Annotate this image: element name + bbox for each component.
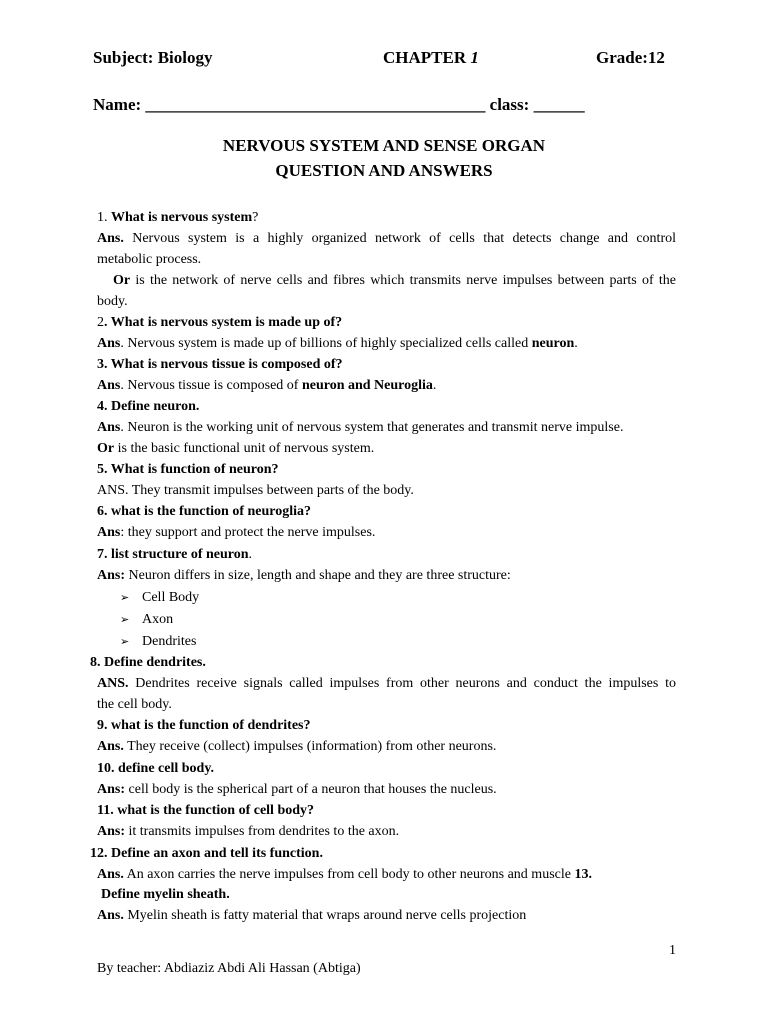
a4-label: Ans (97, 420, 121, 435)
q12-text: 12. Define an axon and tell its function. (90, 846, 323, 861)
q13-number: 13. (574, 867, 592, 882)
grade-label: Grade:12 (596, 48, 665, 67)
answer-7 (97, 567, 511, 585)
question-1 (97, 209, 258, 227)
answer-4 (97, 419, 623, 437)
q10-text: 10. define cell body. (97, 761, 215, 776)
answer-1-line2: metabolic process. (97, 252, 202, 267)
arrow-bullet-icon: ➢ (120, 592, 130, 604)
q2-text: . What is nervous system is made up of? (104, 315, 343, 330)
answer-3 (97, 377, 436, 395)
chapter-label (383, 48, 479, 68)
question-11 (97, 802, 314, 820)
answer-8-line1 (97, 675, 676, 693)
q2-number: 2 (97, 315, 104, 330)
list-item (120, 633, 196, 651)
a4-or: Or (97, 441, 115, 456)
question-5 (97, 461, 279, 479)
question-8 (90, 654, 206, 672)
a9-text: They receive (collect) impulses (information) from other neurons. (123, 739, 497, 754)
subject-label: Subject: Biology (93, 48, 213, 67)
chapter-text: CHAPTER (383, 48, 471, 67)
a10-text: cell body is the spherical part of a neuron that houses the nucleus. (125, 782, 497, 797)
q1-number: 1 (97, 210, 104, 225)
structure-axon: Axon (142, 612, 174, 627)
q7-end: . (248, 547, 253, 562)
q3-text: 3. What is nervous tissue is composed of? (97, 357, 343, 372)
question-3 (97, 356, 343, 374)
a11-text: it transmits impulses from dendrites to the axon. (125, 824, 400, 839)
footer-author: By teacher: Abdiaziz Abdi Ali Hassan (Abtiga) (97, 961, 361, 976)
a1-or-text: is the network of nerve cells and fibres which transmits nerve impulses between parts of the (130, 273, 676, 288)
a3-text: . Nervous tissue is composed of (120, 378, 302, 393)
question-7 (97, 546, 252, 564)
a2-text: . Nervous system is made up of billions of highly specialized cells called (120, 336, 532, 351)
page-title: NERVOUS SYSTEM AND SENSE ORGAN (222, 136, 546, 155)
a8-text: Dendrites receive signals called impulses from other neurons and conduct the impulses to (128, 676, 676, 691)
a13-label: Ans. (97, 908, 124, 923)
a8-label: ANS. (97, 676, 129, 691)
q1-dot: . (104, 210, 111, 225)
answer-2 (97, 335, 578, 353)
q7-text: 7. list structure of neuron (97, 547, 249, 562)
name-label: Name: (93, 95, 146, 114)
answer-9 (97, 738, 496, 756)
a11-label: Ans: (97, 824, 126, 839)
question-6 (97, 503, 311, 521)
a2-bold: neuron (531, 336, 575, 351)
structure-dendrites: Dendrites (142, 634, 197, 649)
page-number: 1 (669, 943, 676, 958)
list-item (120, 611, 173, 629)
q1-text: What is nervous system (111, 210, 253, 225)
class-blank: ______ (533, 95, 585, 114)
q9-text: 9. what is the function of dendrites? (97, 718, 311, 733)
question-2 (97, 314, 342, 332)
answer-5: ANS. They transmit impulses between parts of the body. (97, 483, 414, 498)
a9-label: Ans. (97, 739, 124, 754)
q5-text: 5. What is function of neuron? (97, 462, 279, 477)
name-blank: ________________________________________ (145, 95, 486, 114)
arrow-bullet-icon: ➢ (120, 614, 130, 626)
answer-13 (97, 907, 526, 925)
a3-bold: neuron and Neuroglia (301, 378, 433, 393)
a4-or-text: is the basic functional unit of nervous system. (114, 441, 375, 456)
a3-end: . (432, 378, 437, 393)
a2-end: . (574, 336, 578, 351)
a6-text: : they support and protect the nerve impulses. (120, 525, 376, 540)
question-4 (97, 398, 199, 416)
answer-1-or-line2: body. (97, 294, 128, 309)
answer-1-line1 (97, 230, 676, 248)
q13-text: Define myelin sheath. (101, 887, 230, 902)
a1-or: Or (113, 273, 131, 288)
a13-text: Myelin sheath is fatty material that wraps around nerve cells projection (123, 908, 527, 923)
chapter-number: 1 (470, 48, 479, 67)
answer-4-or (97, 440, 374, 458)
a1-label: Ans. (97, 231, 124, 246)
q4-text: 4. Define neuron. (97, 399, 200, 414)
question-12 (90, 845, 323, 863)
structure-cell-body: Cell Body (142, 590, 200, 605)
answer-12 (97, 866, 592, 884)
a7-label: Ans: (97, 568, 126, 583)
q11-text: 11. what is the function of cell body? (97, 803, 315, 818)
question-9 (97, 717, 311, 735)
class-label: class: (485, 95, 534, 114)
a12-label: Ans. (97, 867, 124, 882)
a7-text: Neuron differs in size, length and shape and they are three structure: (125, 568, 511, 583)
answer-11 (97, 823, 399, 841)
answer-8-line2: the cell body. (97, 697, 172, 712)
a10-label: Ans: (97, 782, 126, 797)
a4-text: . Neuron is the working unit of nervous system that generates and transmit nerve impulse. (120, 420, 624, 435)
answer-1-or-line1 (113, 272, 676, 290)
a6-label: Ans (97, 525, 121, 540)
arrow-bullet-icon: ➢ (120, 636, 130, 648)
question-10 (97, 760, 214, 778)
a12-text: An axon carries the nerve impulses from cell body to other neurons and muscle (123, 867, 575, 882)
q8-text: 8. Define dendrites. (90, 655, 206, 670)
q6-text: 6. what is the function of neuroglia? (97, 504, 312, 519)
a1-text: Nervous system is a highly organized network of cells that detects change and control (123, 231, 676, 246)
a3-label: Ans (97, 378, 121, 393)
page-subtitle: QUESTION AND ANSWERS (275, 161, 493, 180)
q1-mark: ? (252, 210, 259, 225)
answer-10 (97, 781, 497, 799)
answer-6 (97, 524, 375, 542)
a2-label: Ans (97, 336, 121, 351)
name-class-line (93, 95, 585, 115)
list-item (120, 589, 199, 607)
question-13 (101, 886, 230, 904)
